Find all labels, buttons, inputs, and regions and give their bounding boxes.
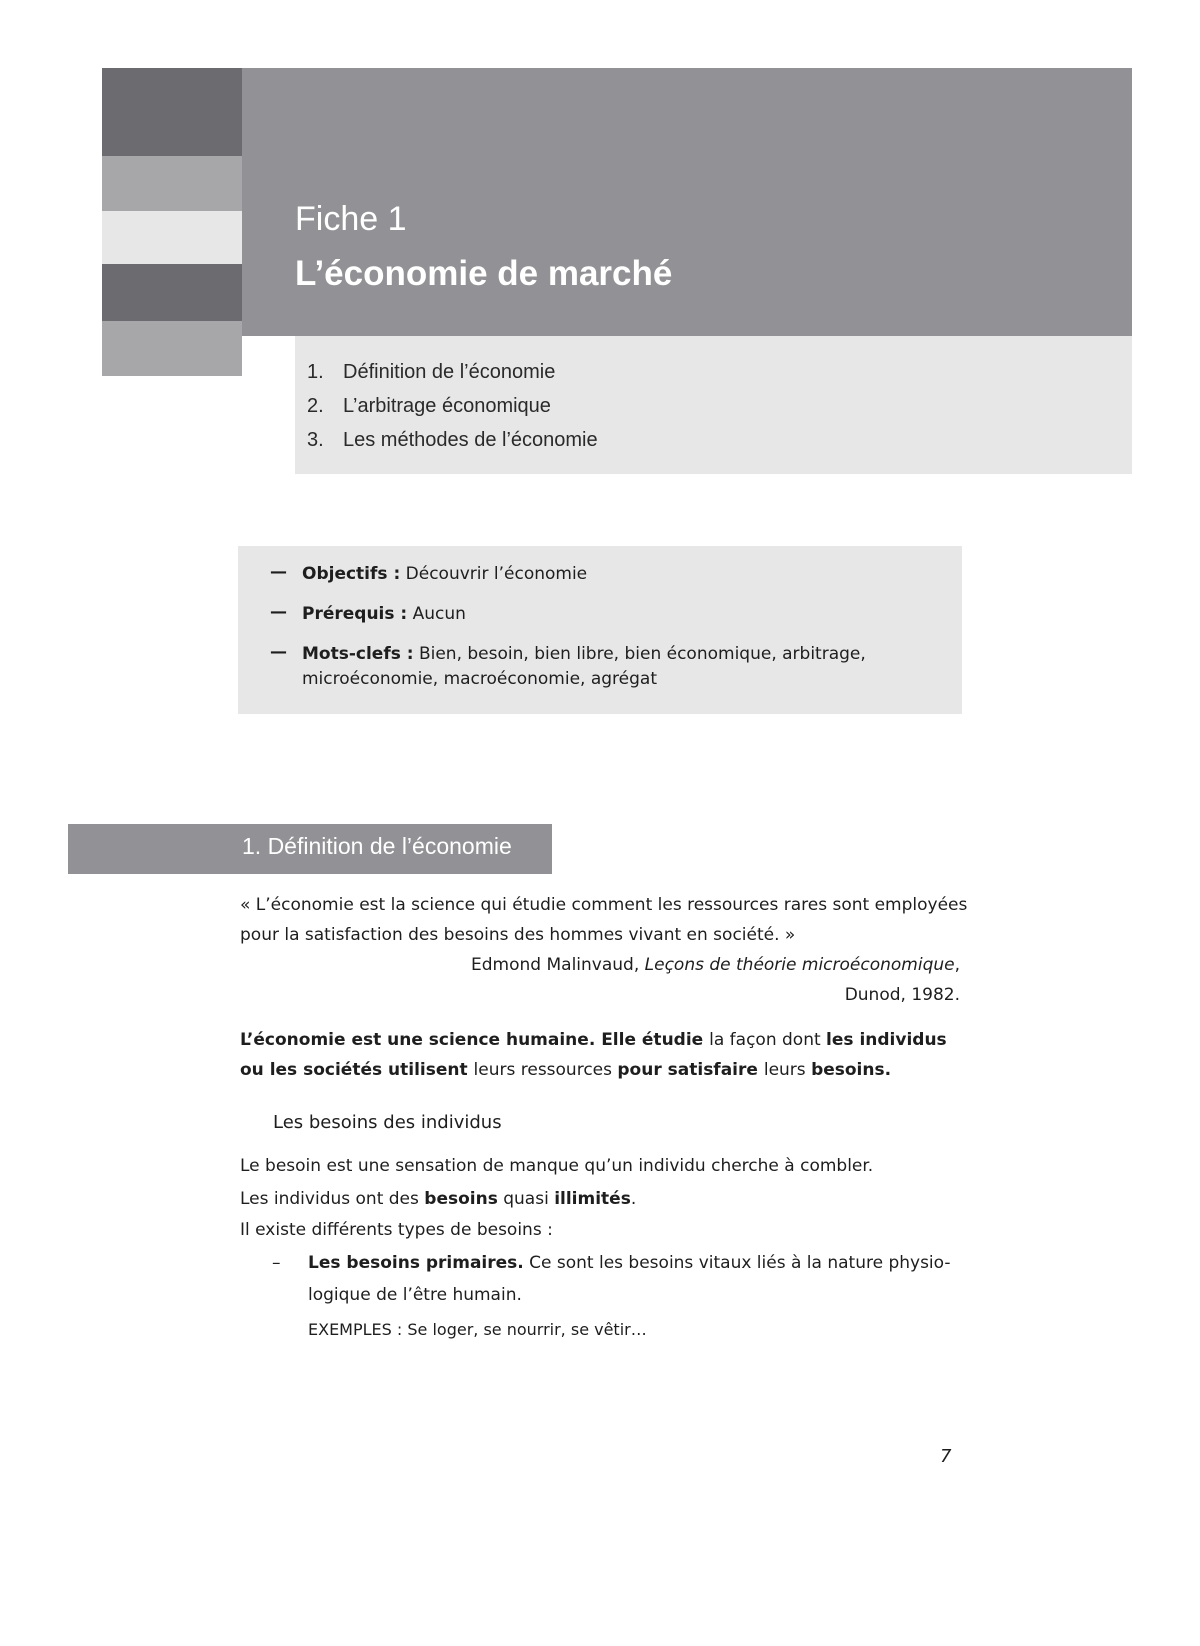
toc-item-label: Les méthodes de l’économie	[343, 429, 598, 451]
examples-line: EXEMPLES : Se loger, se nourrir, se vêtir…	[308, 1320, 647, 1339]
bullet-bold: Les besoins primaires.	[308, 1253, 524, 1273]
header-stripe	[102, 264, 242, 321]
header-stripe	[102, 68, 242, 156]
toc-item-number: 3.	[307, 429, 324, 451]
quote-punctuation: ,	[954, 955, 960, 975]
body-text: Les individus ont des	[240, 1189, 425, 1209]
definition-bold: besoins.	[811, 1060, 892, 1080]
definition-text: leurs ressources	[473, 1060, 618, 1080]
bullet-text: Ce sont les besoins vitaux liés à la nature physio-	[523, 1253, 951, 1273]
keywords-value: Bien, besoin, bien libre, bien économique, arbitrage, microéconomie, macroéconomie, agrégat	[302, 644, 866, 689]
definition-bold: L’économie est une science humaine. Elle étudie	[240, 1030, 710, 1050]
body-line: Le besoin est une sensation de manque qu’un individu cherche à combler.	[240, 1156, 874, 1176]
definition-line	[240, 1030, 947, 1050]
section-title: 1. Définition de l’économie	[242, 833, 512, 859]
prerequisites-item	[270, 602, 922, 627]
dash-bullet: —	[270, 562, 287, 582]
dash-bullet: —	[270, 602, 287, 622]
table-of-contents	[307, 355, 598, 457]
header-stripe	[102, 211, 242, 264]
fiche-number: Fiche 1	[295, 200, 407, 238]
dash-bullet: —	[270, 642, 287, 662]
toc-item-label: L’arbitrage économique	[343, 395, 551, 417]
toc-item-number: 1.	[307, 361, 324, 383]
definition-text: la façon dont	[709, 1030, 827, 1050]
body-text: .	[630, 1189, 637, 1209]
toc-item-label: Définition de l’économie	[343, 361, 556, 383]
prerequisites-label: Prérequis :	[302, 604, 408, 624]
definition-text: leurs	[763, 1060, 812, 1080]
body-text: quasi	[497, 1189, 555, 1209]
toc-item-number: 2.	[307, 395, 324, 417]
dash-bullet: –	[272, 1253, 281, 1273]
objectives-label: Objectifs :	[302, 564, 401, 584]
keywords-item	[270, 642, 922, 692]
body-bold: illimités	[554, 1189, 631, 1209]
definition-bold: ou les sociétés utilisent	[240, 1060, 474, 1080]
quote-publisher: Dunod, 1982.	[844, 985, 960, 1005]
objectives-value: Découvrir l’économie	[400, 564, 588, 584]
definition-bold: pour satisfaire	[617, 1060, 764, 1080]
quote-author: Edmond Malinvaud,	[471, 955, 645, 975]
body-line: Il existe différents types de besoins :	[240, 1220, 553, 1240]
quote-book-title: Leçons de théorie microéconomique	[644, 955, 955, 975]
definition-bold: les individus	[826, 1030, 947, 1050]
bullet-line	[308, 1253, 951, 1273]
body-line	[240, 1189, 636, 1209]
page-title: L’économie de marché	[295, 254, 673, 293]
page-number: 7	[940, 1446, 952, 1467]
objectives-item	[270, 562, 922, 587]
toc-item[interactable]	[307, 355, 598, 389]
header-stripe	[102, 156, 242, 211]
keywords-label: Mots-clefs :	[302, 644, 414, 664]
toc-item[interactable]	[307, 423, 598, 457]
quote-attribution	[400, 955, 960, 975]
toc-item[interactable]	[307, 389, 598, 423]
header-stripe	[102, 321, 242, 376]
objectives-box	[238, 546, 962, 714]
prerequisites-value: Aucun	[407, 604, 466, 624]
subsection-title: Les besoins des individus	[273, 1112, 502, 1133]
definition-line	[240, 1060, 891, 1080]
quote-line: « L’économie est la science qui étudie comment les ressources rares sont employées	[240, 895, 968, 915]
bullet-line: logique de l’être humain.	[308, 1285, 522, 1305]
quote-line: pour la satisfaction des besoins des hommes vivant en société. »	[240, 925, 796, 945]
body-bold: besoins	[424, 1189, 498, 1209]
